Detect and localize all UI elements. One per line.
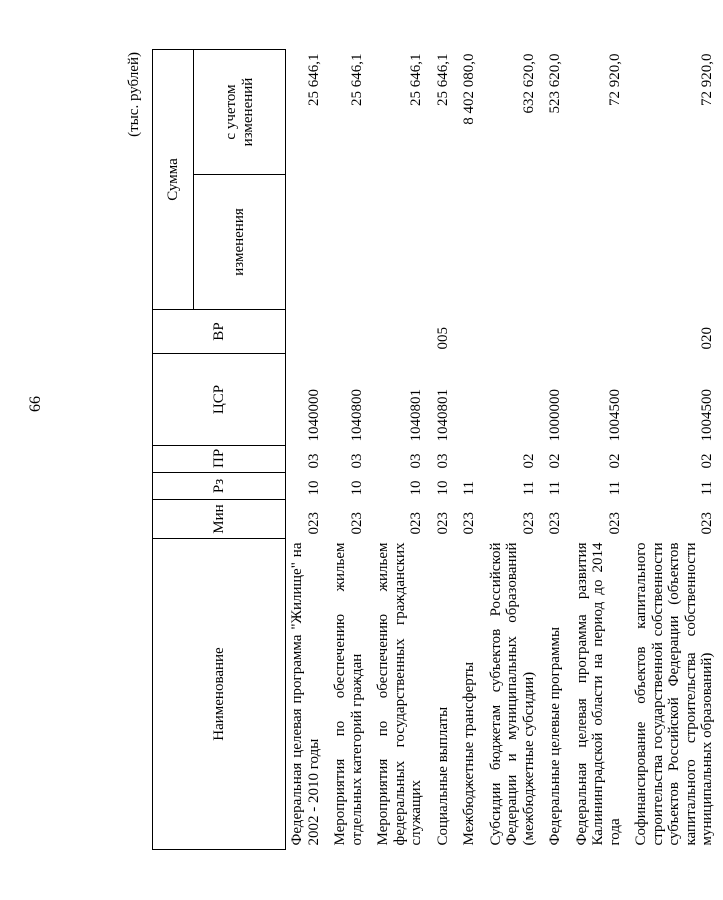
header-izmeneniya: изменения bbox=[194, 175, 286, 310]
row-vr: 020 bbox=[699, 327, 715, 350]
row-vr bbox=[544, 310, 571, 354]
table-row bbox=[458, 49, 485, 849]
row-total: 632 620,0 bbox=[520, 53, 537, 114]
row-min: 023 bbox=[520, 512, 537, 535]
row-csr: 1040800 bbox=[348, 389, 365, 442]
row-pr bbox=[458, 446, 485, 473]
row-izmeneniya bbox=[329, 175, 372, 310]
row-izmeneniya bbox=[372, 175, 432, 310]
row-izmeneniya bbox=[630, 175, 723, 310]
row-csr: 1040801 bbox=[434, 389, 451, 442]
row-name: Мероприятия по обеспечению жильем отдельных категорий граждан bbox=[332, 542, 365, 846]
table-row bbox=[286, 49, 330, 849]
budget-table bbox=[152, 49, 723, 850]
row-izmeneniya bbox=[485, 175, 545, 310]
header-pr: ПР bbox=[153, 446, 286, 473]
row-name: Софинансирование объектов капитального строительства государственной собственности субъектов Российской Федерации (объектов капитального строительства собственности муниципальных образований) bbox=[633, 542, 715, 846]
row-pr: 03 bbox=[348, 453, 365, 469]
row-izmeneniya bbox=[571, 175, 631, 310]
row-name: Социальные выплаты bbox=[434, 706, 451, 846]
row-rz: 10 bbox=[305, 480, 322, 496]
page-number: 66 bbox=[27, 396, 44, 412]
header-summa: Сумма bbox=[153, 49, 194, 309]
row-pr: 03 bbox=[408, 453, 424, 469]
row-vr bbox=[571, 310, 631, 354]
row-pr: 02 bbox=[520, 453, 537, 469]
row-total: 72 920,0 bbox=[606, 53, 623, 106]
row-vr: 005 bbox=[434, 327, 451, 350]
row-rz: 11 bbox=[520, 481, 537, 496]
row-name: Федеральные целевые программы bbox=[547, 626, 563, 846]
row-pr: 03 bbox=[305, 453, 322, 469]
row-min: 023 bbox=[461, 512, 477, 535]
units-label: (тыс. рублей) bbox=[126, 52, 142, 137]
table-row bbox=[432, 49, 459, 849]
table-row bbox=[329, 49, 372, 849]
row-csr: 1040000 bbox=[305, 389, 322, 442]
row-rz: 11 bbox=[461, 481, 477, 496]
row-izmeneniya bbox=[286, 175, 330, 310]
row-total: 8 402 080,0 bbox=[461, 53, 477, 125]
row-total: 25 646,1 bbox=[305, 53, 322, 106]
row-pr: 02 bbox=[606, 453, 623, 469]
row-min: 023 bbox=[348, 512, 365, 535]
row-izmeneniya bbox=[432, 175, 459, 310]
row-vr bbox=[372, 310, 432, 354]
row-izmeneniya bbox=[458, 175, 485, 310]
row-total: 72 920,0 bbox=[699, 53, 715, 106]
row-vr bbox=[458, 310, 485, 354]
header-vr: ВР bbox=[153, 310, 286, 354]
table-body bbox=[286, 49, 723, 849]
header-name: Наименование bbox=[153, 539, 286, 850]
row-csr bbox=[485, 354, 545, 446]
row-min: 023 bbox=[547, 512, 563, 535]
row-rz: 10 bbox=[434, 480, 451, 496]
row-pr: 02 bbox=[699, 453, 715, 469]
table-row bbox=[544, 49, 571, 849]
table-header bbox=[153, 49, 286, 849]
row-csr: 1000000 bbox=[547, 389, 563, 442]
row-vr bbox=[329, 310, 372, 354]
row-total: 25 646,1 bbox=[408, 53, 424, 106]
row-min: 023 bbox=[408, 512, 424, 535]
table-row bbox=[571, 49, 631, 849]
row-name: Субсидии бюджетам субъектов Российской Федерации и муниципальных образований (межбюджетные субсидии) bbox=[487, 542, 537, 846]
row-rz: 10 bbox=[348, 480, 365, 496]
row-min: 023 bbox=[305, 512, 322, 535]
row-pr: 02 bbox=[547, 453, 563, 469]
row-min: 023 bbox=[606, 512, 623, 535]
row-total: 25 646,1 bbox=[434, 53, 451, 106]
row-name: Межбюджетные трансферты bbox=[461, 661, 477, 846]
row-vr bbox=[286, 310, 330, 354]
row-total: 523 620,0 bbox=[547, 53, 563, 114]
row-csr: 1040801 bbox=[408, 389, 424, 442]
row-name: Мероприятия по обеспечению жильем федеральных государственных гражданских служащих bbox=[375, 542, 424, 846]
table-row bbox=[372, 49, 432, 849]
row-vr bbox=[485, 310, 545, 354]
row-csr: 1004500 bbox=[699, 389, 715, 442]
row-total: 25 646,1 bbox=[348, 53, 365, 106]
row-min: 023 bbox=[434, 512, 451, 535]
rotated-page-content bbox=[126, 50, 715, 850]
row-rz: 11 bbox=[547, 481, 563, 496]
row-rz: 10 bbox=[408, 480, 424, 496]
row-csr: 1004500 bbox=[606, 389, 623, 442]
row-min: 023 bbox=[699, 512, 715, 535]
table-row bbox=[485, 49, 545, 849]
header-csr: ЦСР bbox=[153, 354, 286, 446]
row-rz: 11 bbox=[699, 481, 715, 496]
header-s-uchetom: с учетом изменений bbox=[194, 49, 286, 174]
table-row bbox=[630, 49, 723, 849]
row-pr: 03 bbox=[434, 453, 451, 469]
header-rz: Рз bbox=[153, 473, 286, 500]
row-csr bbox=[458, 354, 485, 446]
row-name: Федеральная целевая программа "Жилище" на 2002 - 2010 годы bbox=[289, 542, 322, 846]
row-rz: 11 bbox=[606, 481, 623, 496]
row-name: Федеральная целевая программа развития Калининградской области на период до 2014 года bbox=[573, 542, 623, 846]
header-min: Мин bbox=[153, 500, 286, 539]
row-izmeneniya bbox=[544, 175, 571, 310]
